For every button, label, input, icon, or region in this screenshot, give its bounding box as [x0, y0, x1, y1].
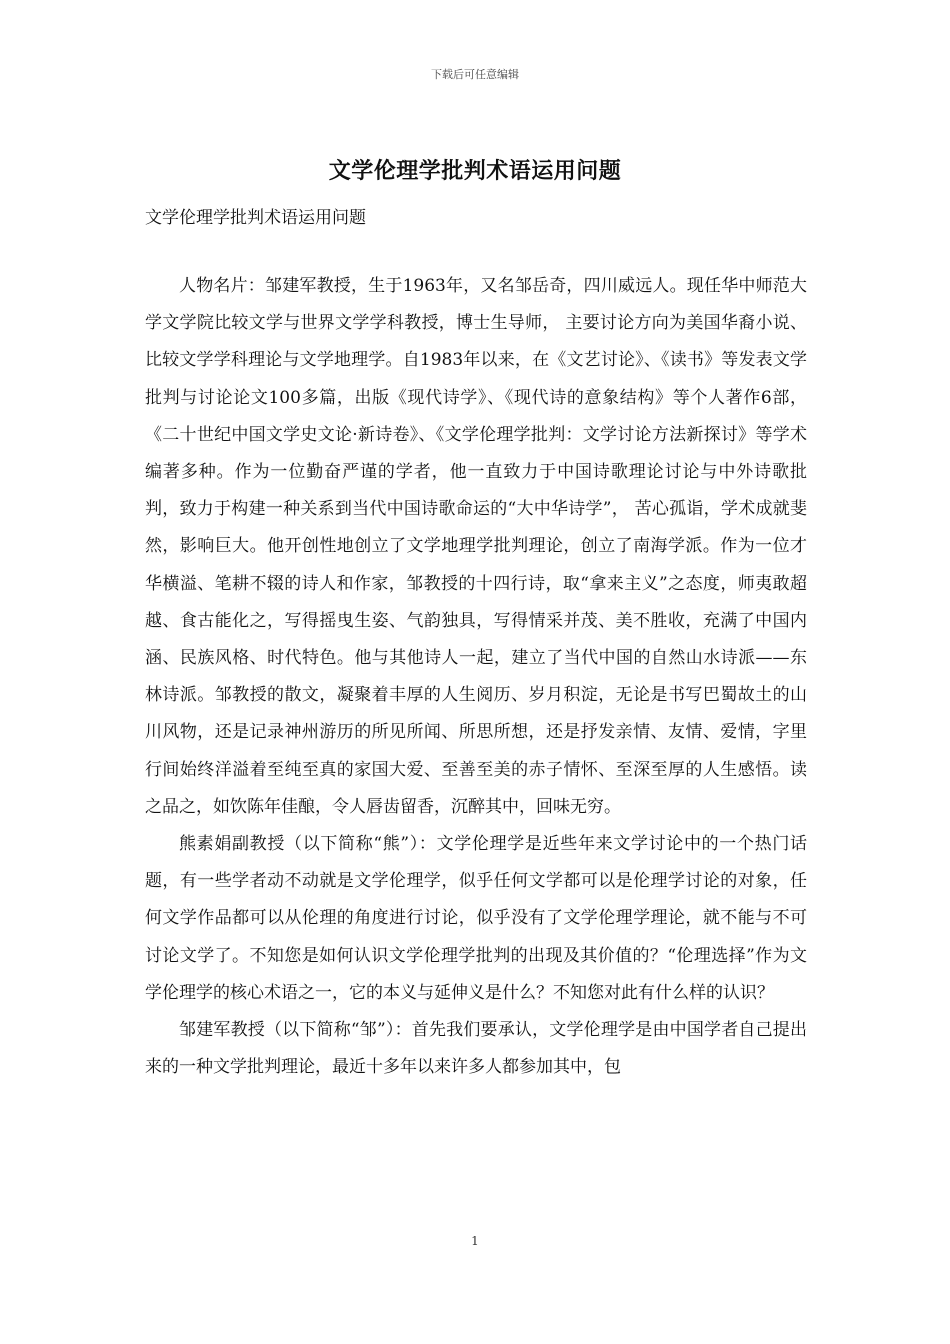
document-body: [145, 268, 807, 1086]
paragraph-answer: 邹建军教授（以下简称“邹”）：首先我们要承认，文学伦理学是由中国学者自己提出来的一种文学批判理论，最近十多年以来许多人都参加其中，包: [145, 1020, 807, 1078]
page-header: 下载后可任意编辑: [431, 68, 519, 81]
paragraph-profile: 人物名片：邹建军教授，生于1963年，又名邹岳奇，四川威远人。现任华中师范大学文学院比较文学与世界文学学科教授，博士生导师， 主要讨论方向为美国华裔小说、比较文学学科理论与文学地理学。自1983年以来，在《文艺讨论》、《读书》等发表文学批判与讨论论文100多篇，出版《现代诗学》、《现代诗的意象结构》等个人著作6部，《二十世纪中国文学史文论·新诗卷》、《文学伦理学批判：文学讨论方法新探讨》等学术编著多种。作为一位勤奋严谨的学者，他一直致力于中国诗歌理论讨论与中外诗歌批判，致力于构建一种关系到当代中国诗歌命运的“大中华诗学”， 苦心孤诣，学术成就斐然，影响巨大。他开创性地创立了文学地理学批判理论，创立了南海学派。作为一位才华横溢、笔耕不辍的诗人和作家，邹教授的十四行诗，取“拿来主义”之态度，师夷敢超越、食古能化之，写得摇曳生姿、气韵独具，写得情采并茂、美不胜收，充满了中国内涵、民族风格、时代特色。他与其他诗人一起，建立了当代中国的自然山水诗派——东林诗派。邹教授的散文，凝聚着丰厚的人生阅历、岁月积淀，无论是书写巴蜀故土的山川风物，还是记录神州游历的所见所闻、所思所想，还是抒发亲情、友情、爱情，字里行间始终洋溢着至纯至真的家国大爱、至善至美的赤子情怀、至深至厚的人生感悟。读之品之，如饮陈年佳酿，令人唇齿留香，沉醉其中，回味无穷。: [145, 276, 807, 817]
page-number: 1: [471, 1234, 479, 1248]
paragraph-question: 熊素娟副教授（以下简称“熊”）：文学伦理学是近些年来文学讨论中的一个热门话题，有一些学者动不动就是文学伦理学，似乎任何文学都可以是伦理学讨论的对象，任何文学作品都可以从伦理的角度进行讨论，似乎没有了文学伦理学理论，就不能与不可讨论文学了。不知您是如何认识文学伦理学批判的出现及其价值的？“伦理选择”作为文学伦理学的核心术语之一，它的本义与延伸义是什么？不知您对此有什么样的认识？: [145, 834, 807, 1003]
document-title: 文学伦理学批判术语运用问题: [328, 159, 622, 184]
document-subtitle: 文学伦理学批判术语运用问题: [145, 208, 366, 228]
